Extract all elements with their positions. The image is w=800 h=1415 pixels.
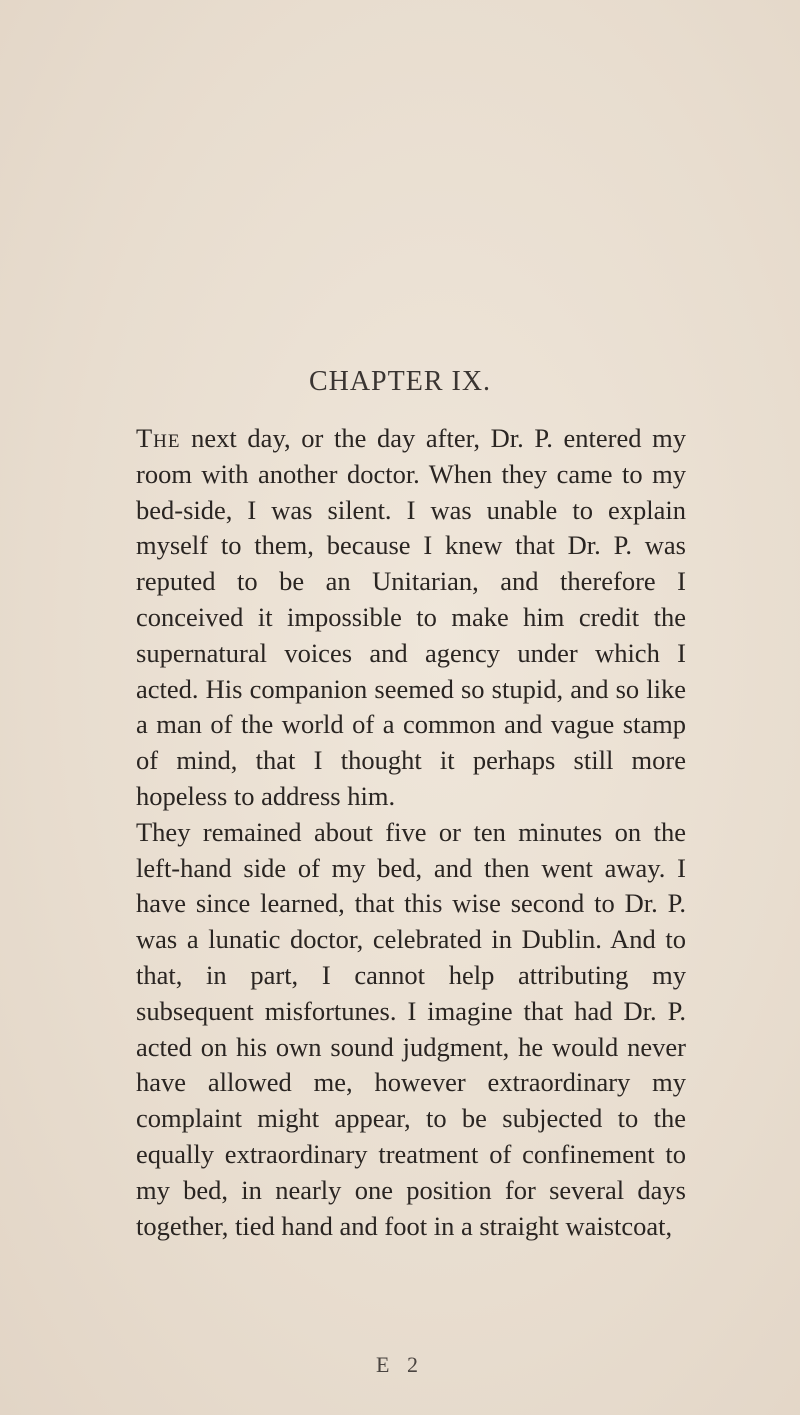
paragraph-2 [136,815,686,1245]
chapter-heading: CHAPTER IX. [308,366,492,397]
signature-mark: E 2 [376,1352,424,1377]
paragraph-1 [136,421,686,815]
paragraph-lead-word: The [136,423,181,453]
paragraph-text: next day, or the day after, Dr. P. entered my room with another doctor. When they came to my bed-side, I was silent. I was unable to explain myself to them, because I knew that Dr. P. was reputed to be an Unitarian, and therefore I conceived it impossible to make him credit the supernatural voices and agency under which I acted. His companion seemed so stupid, and so like a man of the world of a common and vague stamp of mind, that I thought it perhaps still more hopeless to address him. [136,423,686,811]
body-text [136,421,686,1244]
paragraph-text: They remained about five or ten minutes on the left-hand side of my bed, and then went away. I have since learned, that this wise second to Dr. P. was a lunatic doctor, celebrated in Dublin. And to that, in part, I cannot help attributing my subsequent misfortunes. I imagine that had Dr. P. acted on his own sound judgment, he would never have allowed me, however extraordinary my complaint might appear, to be subjected to the equally extraordinary treatment of confinement to my bed, in nearly one position for several days together, tied hand and foot in a straight waistcoat, [136,816,686,1241]
